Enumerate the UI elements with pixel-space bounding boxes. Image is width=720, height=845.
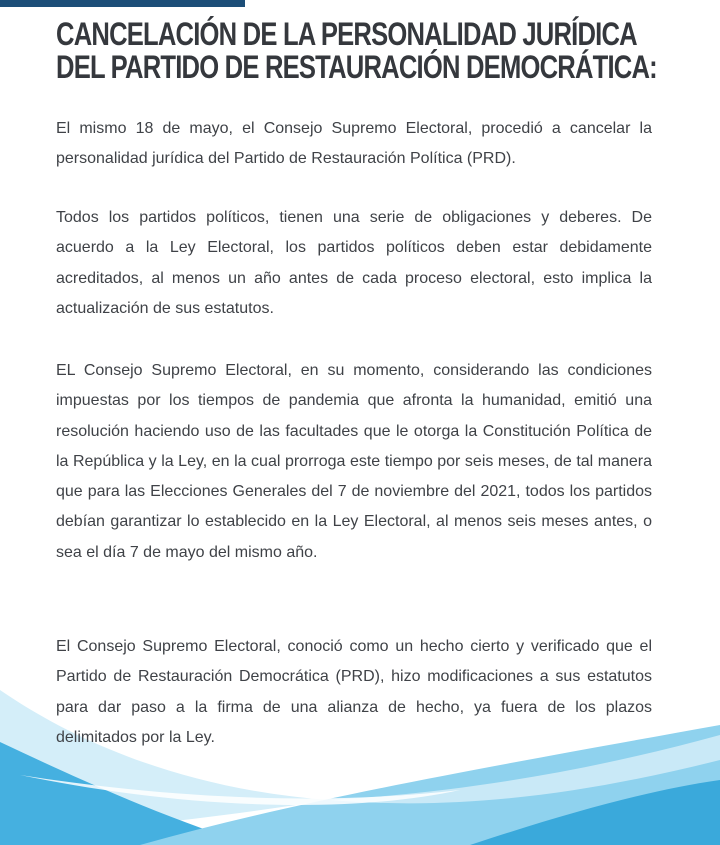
paragraph-2: Todos los partidos políticos, tienen una serie de obligaciones y deberes. De acuerdo a la Ley Electoral, los partidos políticos deben estar debidamente acreditados, al menos un año antes de cada proceso electoral, esto implica la actualización de sus estatutos. — [56, 209, 652, 317]
paragraph-4: El Consejo Supremo Electoral, conoció como un hecho cierto y verificado que el Partido de Restauración Democrática (PRD), hizo modificaciones a sus estatutos para dar paso a la firma de una alianza de hecho, ya fuera de los plazos delimitados por la Ley. — [56, 638, 652, 746]
paragraph-3: EL Consejo Supremo Electoral, en su momento, considerando las condiciones impuestas por los tiempos de pandemia que afronta la humanidad, emitió una resolución haciendo uso de las facultades que le otorga la Constitución Política de la República y la Ley, en la cual prorroga este tiempo por seis meses, de tal manera que para las Elecciones Generales del 7 de noviembre del 2021, todos los partidos debían garantizar lo establecido en la Ley Electoral, al menos seis meses antes, o sea el día 7 de mayo del mismo año. — [56, 362, 652, 561]
paragraph-1: El mismo 18 de mayo, el Consejo Supremo Electoral, procedió a cancelar la personalidad jurídica del Partido de Restauración Política (PRD). — [56, 120, 652, 168]
title-line-2: DEL PARTIDO DE RESTAURACIÓN DEMOCRÁTICA: — [56, 49, 657, 85]
page-title — [56, 16, 657, 85]
title-line-1: CANCELACIÓN DE LA PERSONALIDAD JURÍDICA — [56, 16, 637, 52]
